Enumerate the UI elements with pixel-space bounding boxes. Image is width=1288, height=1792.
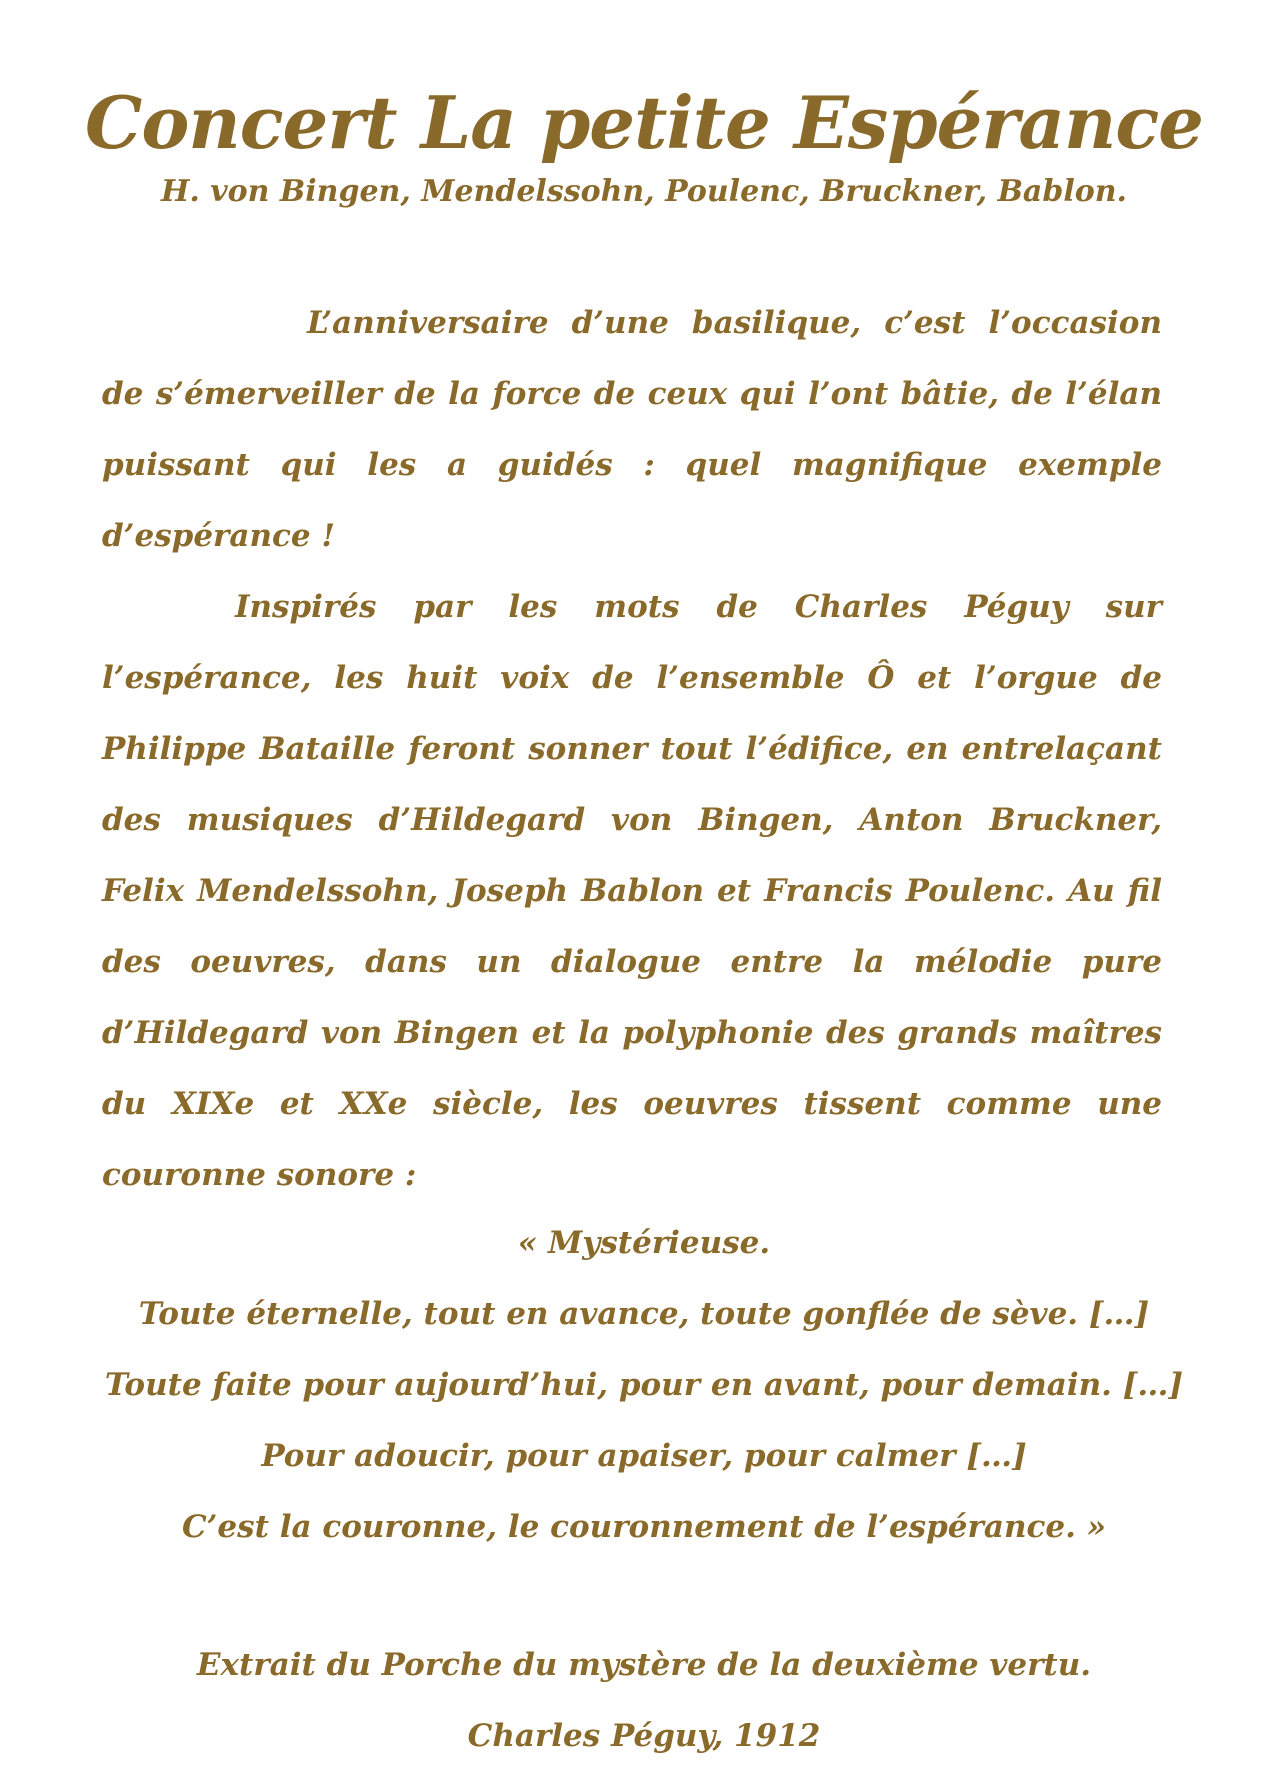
quote-line: « Mystérieuse. (517, 1225, 771, 1261)
source-excerpt: Extrait du Porche du mystère de la deuxième vertu. (196, 1647, 1092, 1683)
description-body (102, 288, 1162, 1211)
page-title: Concert La petite Espérance (85, 80, 1203, 165)
peguy-quote (0, 1208, 1288, 1563)
quote-source (0, 1630, 1288, 1772)
quote-line: Toute faite pour aujourd’hui, pour en avant, pour demain. […] (104, 1367, 1184, 1403)
quote-line: C’est la couronne, le couronnement de l’espérance. » (181, 1509, 1107, 1545)
paragraph-anniversary: L’anniversaire d’une basilique, c’est l’occasion de s’émerveiller de la force de ceux qui l’ont bâtie, de l’élan puissant qui les a guidés : quel magnifique exemple d’espérance ! (102, 305, 1162, 554)
source-author: Charles Péguy, 1912 (467, 1718, 821, 1754)
paragraph-program: Inspirés par les mots de Charles Péguy sur l’espérance, les huit voix de l’ensemble Ô et l’orgue de Philippe Bataille feront sonner tout l’édifice, en entrelaçant des musiques d’Hildegard von Bingen, Anton Bruckner, Felix Mendelssohn, Joseph Bablon et Francis Poulenc. Au fil des oeuvres, dans un dialogue entre la mélodie pure d’Hildegard von Bingen et la polyphonie des grands maîtres du XIXe et XXe siècle, les oeuvres tissent comme une couronne sonore : (102, 589, 1162, 1193)
quote-line: Pour adoucir, pour apaiser, pour calmer […] (261, 1438, 1027, 1474)
quote-line: Toute éternelle, tout en avance, toute gonflée de sève. […] (138, 1296, 1150, 1332)
composers-subtitle: H. von Bingen, Mendelssohn, Poulenc, Bruckner, Bablon. (160, 174, 1128, 209)
